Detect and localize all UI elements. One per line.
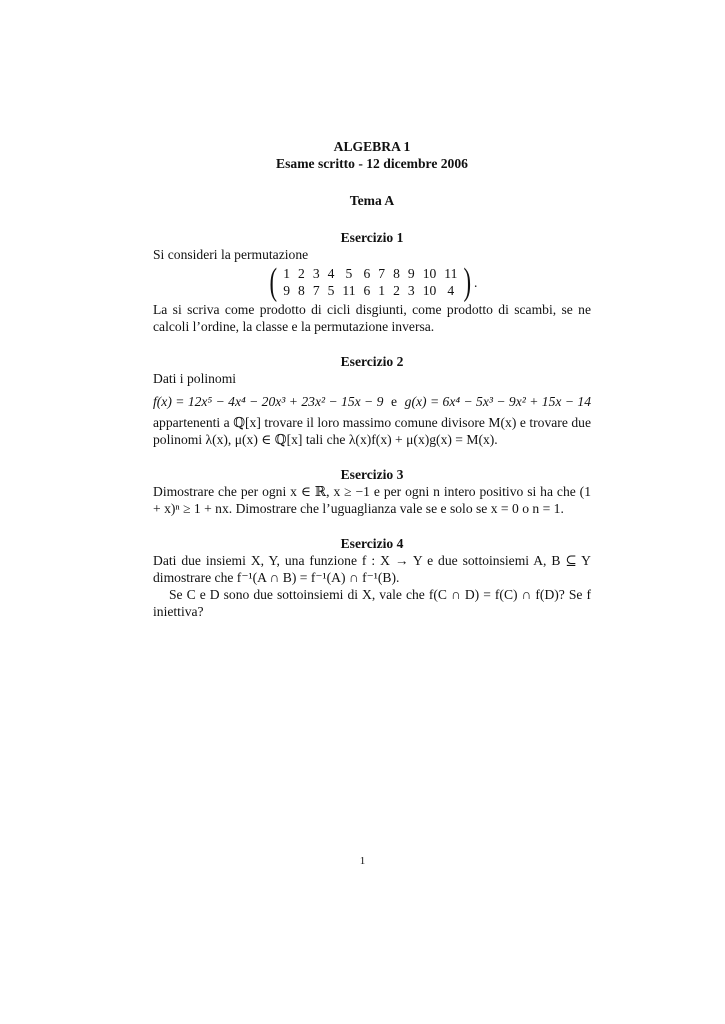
permutation-cell: 11 bbox=[444, 266, 458, 281]
permutation-cell: 1 bbox=[378, 283, 386, 298]
permutation-row-bottom bbox=[279, 282, 461, 299]
conjunction: e bbox=[391, 394, 398, 409]
permutation-cell: 10 bbox=[422, 266, 437, 281]
exercise-3-text: Dimostrare che per ogni x ∈ ℝ, x ≥ −1 e per ogni n intero positivo si ha che (1 + x)ⁿ ≥ 1 + nx. Dimostrare che l’uguaglianza vale se e solo se x = 0 o n = 1. bbox=[153, 484, 591, 516]
polynomial-g: g(x) = 6x⁴ − 5x³ − 9x² + 15x − 14 bbox=[404, 394, 591, 409]
tema-label: Tema A bbox=[349, 193, 395, 208]
permutation-cell: 2 bbox=[393, 283, 400, 298]
exercise-1-title: Esercizio 1 bbox=[340, 230, 404, 245]
permutation-table bbox=[279, 265, 461, 299]
exercise-3-title: Esercizio 3 bbox=[340, 467, 404, 482]
polynomial-f: f(x) = 12x⁵ − 4x⁴ − 20x³ + 23x² − 15x − 9 bbox=[153, 394, 384, 409]
exercise-4-title: Esercizio 4 bbox=[340, 536, 404, 551]
permutation-cell: 4 bbox=[327, 266, 335, 281]
exercise-4-text-2: Se C e D sono due sottoinsiemi di X, vale che f(C ∩ D) = f(C) ∩ f(D)? Se f iniettiva? bbox=[153, 587, 591, 619]
permutation-cell: 6 bbox=[363, 266, 371, 281]
permutation-cell: 10 bbox=[422, 283, 437, 298]
permutation-cell: 8 bbox=[393, 266, 400, 281]
exam-subtitle: Esame scritto - 12 dicembre 2006 bbox=[276, 156, 468, 171]
page-number: 1 bbox=[359, 855, 366, 867]
polynomials-line bbox=[153, 393, 591, 410]
exam-page bbox=[153, 138, 591, 620]
permutation-cell: 2 bbox=[298, 266, 305, 281]
exercise-1-intro: Si consideri la permutazione bbox=[153, 247, 309, 262]
permutation-cell: 7 bbox=[378, 266, 386, 281]
permutation-cell: 5 bbox=[345, 266, 353, 281]
exercise-1-text: La si scriva come prodotto di cicli disgiunti, come prodotto di scambi, se ne calcoli l’ordine, la classe e la permutazione inversa. bbox=[153, 302, 591, 334]
exam-title: ALGEBRA 1 bbox=[333, 139, 411, 154]
exercise-4-text-1: Dati due insiemi X, Y, una funzione f : X → Y e due sottoinsiemi A, B ⊆ Y dimostrare che f⁻¹(A ∩ B) = f⁻¹(A) ∩ f⁻¹(B). bbox=[153, 553, 591, 585]
left-paren: ( bbox=[269, 261, 277, 303]
permutation-cell: 6 bbox=[363, 283, 371, 298]
period: . bbox=[474, 274, 478, 290]
permutation-cell: 5 bbox=[327, 283, 335, 298]
permutation-cell: 9 bbox=[283, 283, 291, 298]
permutation-cell: 7 bbox=[312, 283, 320, 298]
permutation-cell: 11 bbox=[342, 283, 356, 298]
permutation-cell: 8 bbox=[298, 283, 305, 298]
exam-header bbox=[153, 138, 591, 172]
permutation-cell: 9 bbox=[407, 266, 415, 281]
permutation-cell: 1 bbox=[283, 266, 291, 281]
exercise-2-text: appartenenti a ℚ[x] trovare il loro massimo comune divisore M(x) e trovare due polinomi λ(x), μ(x) ∈ ℚ[x] tali che λ(x)f(x) + μ(x)g(x) = M(x). bbox=[153, 415, 591, 447]
permutation-row-top bbox=[279, 265, 461, 282]
permutation-cell: 3 bbox=[407, 283, 415, 298]
exercise-2-title: Esercizio 2 bbox=[340, 354, 404, 369]
permutation-cell: 4 bbox=[447, 283, 455, 298]
permutation-cell: 3 bbox=[312, 266, 320, 281]
permutation-matrix bbox=[153, 261, 591, 303]
right-paren: ) bbox=[463, 261, 472, 303]
exercise-2-intro: Dati i polinomi bbox=[153, 371, 237, 386]
